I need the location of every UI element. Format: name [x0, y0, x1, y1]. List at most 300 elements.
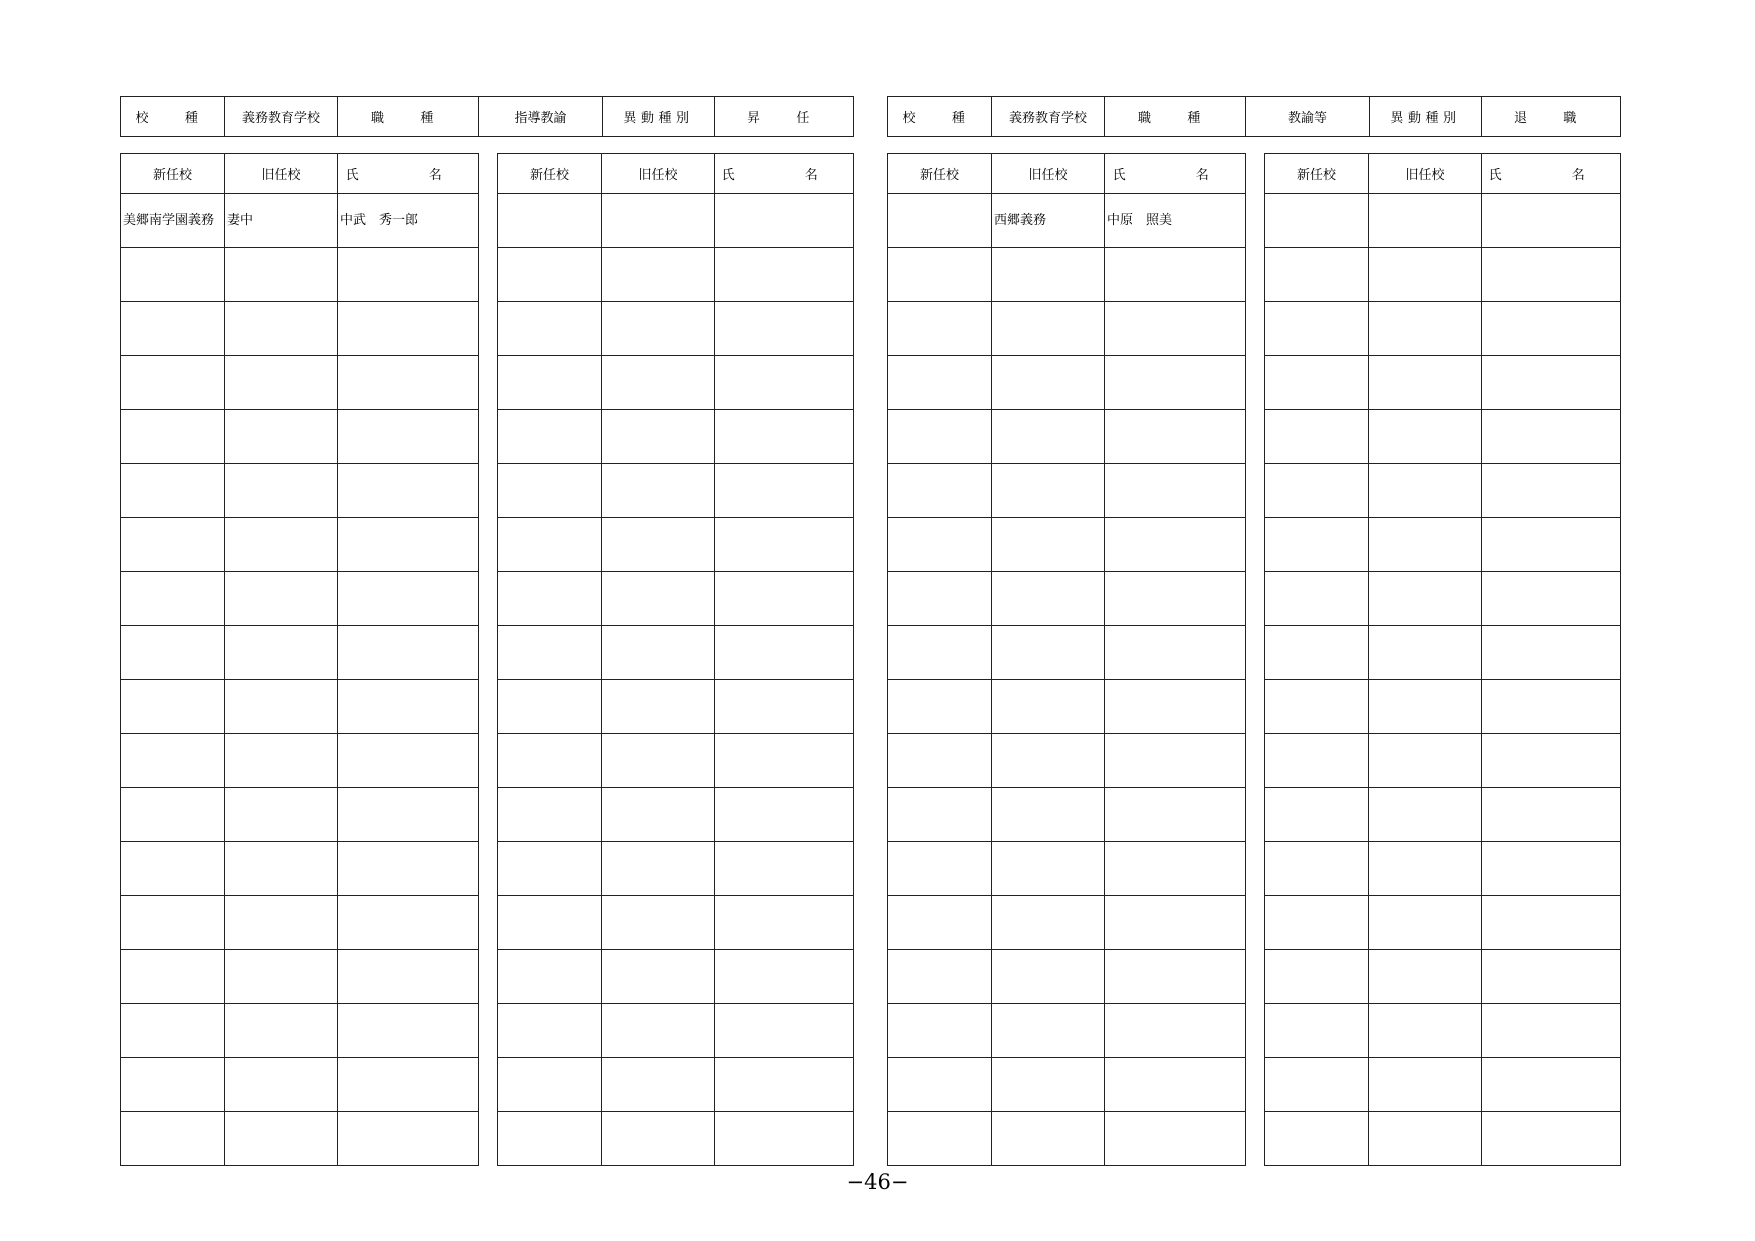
- table-header-row: [1265, 154, 1621, 194]
- old-school-cell: [1369, 680, 1482, 734]
- name-cell: [715, 356, 854, 410]
- table-row: [888, 248, 1246, 302]
- new-school-cell: [121, 680, 225, 734]
- new-school-cell: [888, 248, 992, 302]
- new-school-cell: [498, 572, 602, 626]
- new-school-cell: [888, 410, 992, 464]
- new-school-cell: [888, 626, 992, 680]
- name-cell: [1482, 518, 1621, 572]
- new-school-cell: [121, 410, 225, 464]
- name-cell: [1482, 1004, 1621, 1058]
- old-school-cell: [992, 788, 1105, 842]
- new-school-cell: [888, 680, 992, 734]
- old-school-cell: [1369, 572, 1482, 626]
- old-school-cell: [992, 734, 1105, 788]
- old-school-cell: [225, 302, 338, 356]
- old-school-header: 旧任校: [225, 154, 338, 194]
- old-school-cell: [992, 1004, 1105, 1058]
- new-school-cell: [888, 356, 992, 410]
- new-school-cell: [498, 1058, 602, 1112]
- new-school-cell: [1265, 896, 1369, 950]
- new-school-header: 新任校: [1265, 154, 1369, 194]
- table-row: [121, 410, 479, 464]
- old-school-cell: [225, 410, 338, 464]
- name-cell: [338, 896, 479, 950]
- old-school-cell: [225, 464, 338, 518]
- old-school-header: 旧任校: [1369, 154, 1482, 194]
- new-school-cell: [1265, 518, 1369, 572]
- new-school-cell: [1265, 1058, 1369, 1112]
- table-row: [498, 410, 854, 464]
- new-school-cell: [1265, 464, 1369, 518]
- new-school-cell: [888, 788, 992, 842]
- table-row: [498, 518, 854, 572]
- old-school-cell: [1369, 1004, 1482, 1058]
- old-school-cell: [225, 518, 338, 572]
- transfer-value: 退 職: [1482, 97, 1621, 137]
- name-cell: [1105, 950, 1246, 1004]
- new-school-cell: [888, 842, 992, 896]
- old-school-cell: [602, 896, 715, 950]
- table-row: [498, 680, 854, 734]
- new-school-cell: [1265, 950, 1369, 1004]
- new-school-cell: [498, 788, 602, 842]
- name-cell: [338, 572, 479, 626]
- name-cell: [1105, 626, 1246, 680]
- table-row: [121, 1112, 479, 1166]
- name-cell: [1482, 734, 1621, 788]
- table-row: [121, 788, 479, 842]
- name-cell: [1482, 896, 1621, 950]
- table-row: [1265, 1112, 1621, 1166]
- name-cell: [715, 464, 854, 518]
- name-cell: [715, 410, 854, 464]
- name-cell: [1482, 356, 1621, 410]
- old-school-cell: [1369, 194, 1482, 248]
- school-type-value: 義務教育学校: [225, 97, 338, 137]
- new-school-cell: [1265, 788, 1369, 842]
- old-school-cell: [602, 248, 715, 302]
- table-row: [121, 356, 479, 410]
- table-row: [498, 356, 854, 410]
- old-school-cell: [225, 356, 338, 410]
- name-cell: [1105, 464, 1246, 518]
- name-header: 氏 名: [1105, 154, 1246, 194]
- table-row: [121, 842, 479, 896]
- old-school-cell: [602, 626, 715, 680]
- table-row: [1265, 842, 1621, 896]
- new-school-cell: [888, 1112, 992, 1166]
- old-school-cell: [602, 842, 715, 896]
- new-school-cell: [498, 1004, 602, 1058]
- table-row: [888, 464, 1246, 518]
- table-header-row: [888, 154, 1246, 194]
- new-school-cell: [498, 896, 602, 950]
- new-school-cell: [1265, 572, 1369, 626]
- new-school-cell: [888, 1004, 992, 1058]
- table-row: [121, 302, 479, 356]
- old-school-cell: [992, 248, 1105, 302]
- new-school-cell: [121, 734, 225, 788]
- name-cell: [715, 1004, 854, 1058]
- table-row: [888, 626, 1246, 680]
- name-cell: [1482, 1112, 1621, 1166]
- table-row: [1265, 680, 1621, 734]
- old-school-cell: [1369, 788, 1482, 842]
- new-school-cell: [888, 302, 992, 356]
- old-school-cell: [225, 842, 338, 896]
- new-school-header: 新任校: [888, 154, 992, 194]
- name-cell: [1105, 302, 1246, 356]
- old-school-cell: [992, 410, 1105, 464]
- job-label: 職 種: [338, 97, 479, 137]
- name-cell: [338, 248, 479, 302]
- new-school-cell: [888, 572, 992, 626]
- old-school-cell: [602, 1058, 715, 1112]
- old-school-cell: [225, 248, 338, 302]
- new-school-cell: [121, 464, 225, 518]
- old-school-cell: [992, 518, 1105, 572]
- old-school-cell: [992, 626, 1105, 680]
- name-cell: 中原 照美: [1105, 194, 1246, 248]
- table-row: [121, 572, 479, 626]
- old-school-cell: [992, 950, 1105, 1004]
- name-cell: [1105, 680, 1246, 734]
- old-school-cell: [992, 464, 1105, 518]
- old-school-header: 旧任校: [602, 154, 715, 194]
- new-school-cell: 美郷南学園義務: [121, 194, 225, 248]
- table-row: [1265, 1058, 1621, 1112]
- name-cell: [715, 1058, 854, 1112]
- new-school-cell: [498, 518, 602, 572]
- table-row: [121, 464, 479, 518]
- name-cell: [715, 950, 854, 1004]
- table-row: [1265, 518, 1621, 572]
- new-school-cell: [121, 518, 225, 572]
- table-row: [498, 626, 854, 680]
- name-header: 氏 名: [338, 154, 479, 194]
- new-school-header: 新任校: [498, 154, 602, 194]
- name-cell: [338, 464, 479, 518]
- name-cell: [715, 302, 854, 356]
- name-cell: [1482, 194, 1621, 248]
- table-row: [121, 680, 479, 734]
- name-cell: [715, 734, 854, 788]
- table-row: [888, 1058, 1246, 1112]
- name-cell: [715, 626, 854, 680]
- table-row: [1265, 572, 1621, 626]
- table-row: [888, 1004, 1246, 1058]
- old-school-cell: [1369, 896, 1482, 950]
- new-school-cell: [121, 1004, 225, 1058]
- new-school-cell: [498, 194, 602, 248]
- name-cell: [1105, 842, 1246, 896]
- name-cell: [1482, 302, 1621, 356]
- name-cell: [338, 518, 479, 572]
- name-cell: [338, 302, 479, 356]
- name-cell: 中武 秀一郎: [338, 194, 479, 248]
- table-header-row: [498, 154, 854, 194]
- new-school-cell: [1265, 626, 1369, 680]
- personnel-table-4: [1264, 153, 1621, 1166]
- table-row: [1265, 410, 1621, 464]
- new-school-cell: [121, 356, 225, 410]
- table-row: [1265, 356, 1621, 410]
- name-cell: [338, 1004, 479, 1058]
- name-header: 氏 名: [715, 154, 854, 194]
- name-cell: [1105, 410, 1246, 464]
- new-school-cell: [498, 302, 602, 356]
- new-school-cell: [888, 896, 992, 950]
- new-school-cell: [121, 1058, 225, 1112]
- table-row: [888, 680, 1246, 734]
- old-school-cell: [602, 950, 715, 1004]
- new-school-cell: [121, 626, 225, 680]
- old-school-cell: 妻中: [225, 194, 338, 248]
- job-value: 指導教諭: [479, 97, 603, 137]
- old-school-cell: [1369, 842, 1482, 896]
- table-row: [498, 950, 854, 1004]
- old-school-cell: [992, 356, 1105, 410]
- name-cell: [1482, 464, 1621, 518]
- new-school-cell: [121, 1112, 225, 1166]
- table-row: [1265, 1004, 1621, 1058]
- job-label: 職 種: [1105, 97, 1246, 137]
- name-cell: [1482, 950, 1621, 1004]
- table-row: [888, 788, 1246, 842]
- table-row: [1265, 950, 1621, 1004]
- table-row: [888, 842, 1246, 896]
- new-school-cell: [498, 842, 602, 896]
- old-school-cell: [992, 842, 1105, 896]
- table-row: [121, 1004, 479, 1058]
- table-row: [888, 734, 1246, 788]
- old-school-cell: [1369, 950, 1482, 1004]
- old-school-cell: [602, 734, 715, 788]
- new-school-cell: [1265, 356, 1369, 410]
- new-school-cell: [888, 950, 992, 1004]
- personnel-table-2: [497, 153, 854, 1166]
- table-row: [1265, 734, 1621, 788]
- old-school-cell: [225, 572, 338, 626]
- new-school-cell: [498, 626, 602, 680]
- old-school-cell: [992, 680, 1105, 734]
- old-school-cell: [602, 1004, 715, 1058]
- new-school-cell: [1265, 248, 1369, 302]
- header-left: [120, 96, 854, 137]
- old-school-cell: [225, 1112, 338, 1166]
- new-school-cell: [498, 248, 602, 302]
- name-cell: [1482, 410, 1621, 464]
- name-cell: [338, 356, 479, 410]
- table-row: [498, 788, 854, 842]
- new-school-cell: [1265, 734, 1369, 788]
- new-school-cell: [498, 1112, 602, 1166]
- name-cell: [715, 518, 854, 572]
- old-school-header: 旧任校: [992, 154, 1105, 194]
- name-cell: [1105, 896, 1246, 950]
- table-row: [498, 248, 854, 302]
- table-row: [888, 410, 1246, 464]
- name-cell: [1105, 1058, 1246, 1112]
- table-row: [121, 1058, 479, 1112]
- old-school-cell: [602, 464, 715, 518]
- table-row: [1265, 788, 1621, 842]
- old-school-cell: [1369, 356, 1482, 410]
- name-cell: [338, 1058, 479, 1112]
- school-type-label: 校 種: [121, 97, 225, 137]
- old-school-cell: [225, 734, 338, 788]
- new-school-cell: [1265, 842, 1369, 896]
- school-type-value: 義務教育学校: [992, 97, 1105, 137]
- table-row: [1265, 302, 1621, 356]
- old-school-cell: [602, 518, 715, 572]
- table-row: [121, 734, 479, 788]
- new-school-cell: [121, 842, 225, 896]
- new-school-cell: [1265, 302, 1369, 356]
- table-row: [1265, 194, 1621, 248]
- table-row: [121, 950, 479, 1004]
- table-row: [498, 734, 854, 788]
- old-school-cell: [992, 896, 1105, 950]
- table-row: [498, 896, 854, 950]
- header-right: [887, 96, 1621, 137]
- table-row: [121, 626, 479, 680]
- name-cell: [338, 626, 479, 680]
- old-school-cell: [225, 896, 338, 950]
- table-row: [888, 1112, 1246, 1166]
- table-row: [888, 302, 1246, 356]
- new-school-cell: [888, 518, 992, 572]
- name-cell: [1482, 842, 1621, 896]
- school-type-label: 校 種: [888, 97, 992, 137]
- old-school-cell: [225, 626, 338, 680]
- old-school-cell: [1369, 734, 1482, 788]
- new-school-cell: [888, 194, 992, 248]
- old-school-cell: [602, 1112, 715, 1166]
- old-school-cell: [602, 356, 715, 410]
- old-school-cell: [1369, 518, 1482, 572]
- new-school-cell: [1265, 194, 1369, 248]
- new-school-cell: [498, 734, 602, 788]
- name-cell: [1105, 1112, 1246, 1166]
- old-school-cell: [602, 302, 715, 356]
- table-row: [498, 1112, 854, 1166]
- new-school-cell: [1265, 680, 1369, 734]
- name-cell: [1105, 572, 1246, 626]
- table-row: [121, 896, 479, 950]
- table-row: [121, 194, 479, 248]
- old-school-cell: [1369, 248, 1482, 302]
- old-school-cell: [992, 1112, 1105, 1166]
- table-row: [498, 842, 854, 896]
- name-cell: [1482, 788, 1621, 842]
- name-header: 氏 名: [1482, 154, 1621, 194]
- table-row: [1265, 464, 1621, 518]
- name-cell: [715, 1112, 854, 1166]
- table-row: [498, 464, 854, 518]
- name-cell: [1105, 518, 1246, 572]
- old-school-cell: [992, 1058, 1105, 1112]
- new-school-cell: [121, 248, 225, 302]
- new-school-cell: [121, 572, 225, 626]
- table-row: [888, 194, 1246, 248]
- old-school-cell: [1369, 1058, 1482, 1112]
- old-school-cell: [992, 302, 1105, 356]
- name-cell: [715, 572, 854, 626]
- new-school-cell: [121, 950, 225, 1004]
- name-cell: [1482, 680, 1621, 734]
- name-cell: [1105, 248, 1246, 302]
- name-cell: [1105, 356, 1246, 410]
- old-school-cell: 西郷義務: [992, 194, 1105, 248]
- old-school-cell: [602, 194, 715, 248]
- name-cell: [338, 950, 479, 1004]
- transfer-label: 異動種別: [603, 97, 715, 137]
- transfer-label: 異動種別: [1370, 97, 1482, 137]
- table-row: [888, 572, 1246, 626]
- name-cell: [338, 680, 479, 734]
- new-school-cell: [498, 680, 602, 734]
- old-school-cell: [1369, 464, 1482, 518]
- personnel-table-1: [120, 153, 479, 1166]
- new-school-cell: [888, 464, 992, 518]
- name-cell: [1105, 734, 1246, 788]
- name-cell: [1105, 1004, 1246, 1058]
- old-school-cell: [602, 788, 715, 842]
- new-school-cell: [498, 356, 602, 410]
- name-cell: [715, 248, 854, 302]
- name-cell: [338, 788, 479, 842]
- name-cell: [338, 410, 479, 464]
- old-school-cell: [602, 572, 715, 626]
- name-cell: [338, 842, 479, 896]
- old-school-cell: [1369, 626, 1482, 680]
- table-row: [1265, 248, 1621, 302]
- table-row: [1265, 896, 1621, 950]
- name-cell: [338, 734, 479, 788]
- old-school-cell: [992, 572, 1105, 626]
- old-school-cell: [225, 950, 338, 1004]
- name-cell: [715, 788, 854, 842]
- page-number: −46−: [846, 1170, 909, 1194]
- transfer-value: 昇 任: [715, 97, 854, 137]
- new-school-header: 新任校: [121, 154, 225, 194]
- table-row: [888, 356, 1246, 410]
- job-value: 教諭等: [1246, 97, 1370, 137]
- new-school-cell: [498, 950, 602, 1004]
- old-school-cell: [1369, 410, 1482, 464]
- old-school-cell: [225, 1058, 338, 1112]
- new-school-cell: [1265, 410, 1369, 464]
- name-cell: [1482, 1058, 1621, 1112]
- table-row: [498, 194, 854, 248]
- name-cell: [715, 194, 854, 248]
- name-cell: [715, 680, 854, 734]
- table-row: [888, 950, 1246, 1004]
- table-row: [498, 1058, 854, 1112]
- table-row: [1265, 626, 1621, 680]
- name-cell: [1482, 248, 1621, 302]
- table-row: [888, 896, 1246, 950]
- new-school-cell: [1265, 1112, 1369, 1166]
- new-school-cell: [888, 1058, 992, 1112]
- table-row: [498, 302, 854, 356]
- name-cell: [338, 1112, 479, 1166]
- old-school-cell: [225, 788, 338, 842]
- old-school-cell: [1369, 1112, 1482, 1166]
- new-school-cell: [498, 464, 602, 518]
